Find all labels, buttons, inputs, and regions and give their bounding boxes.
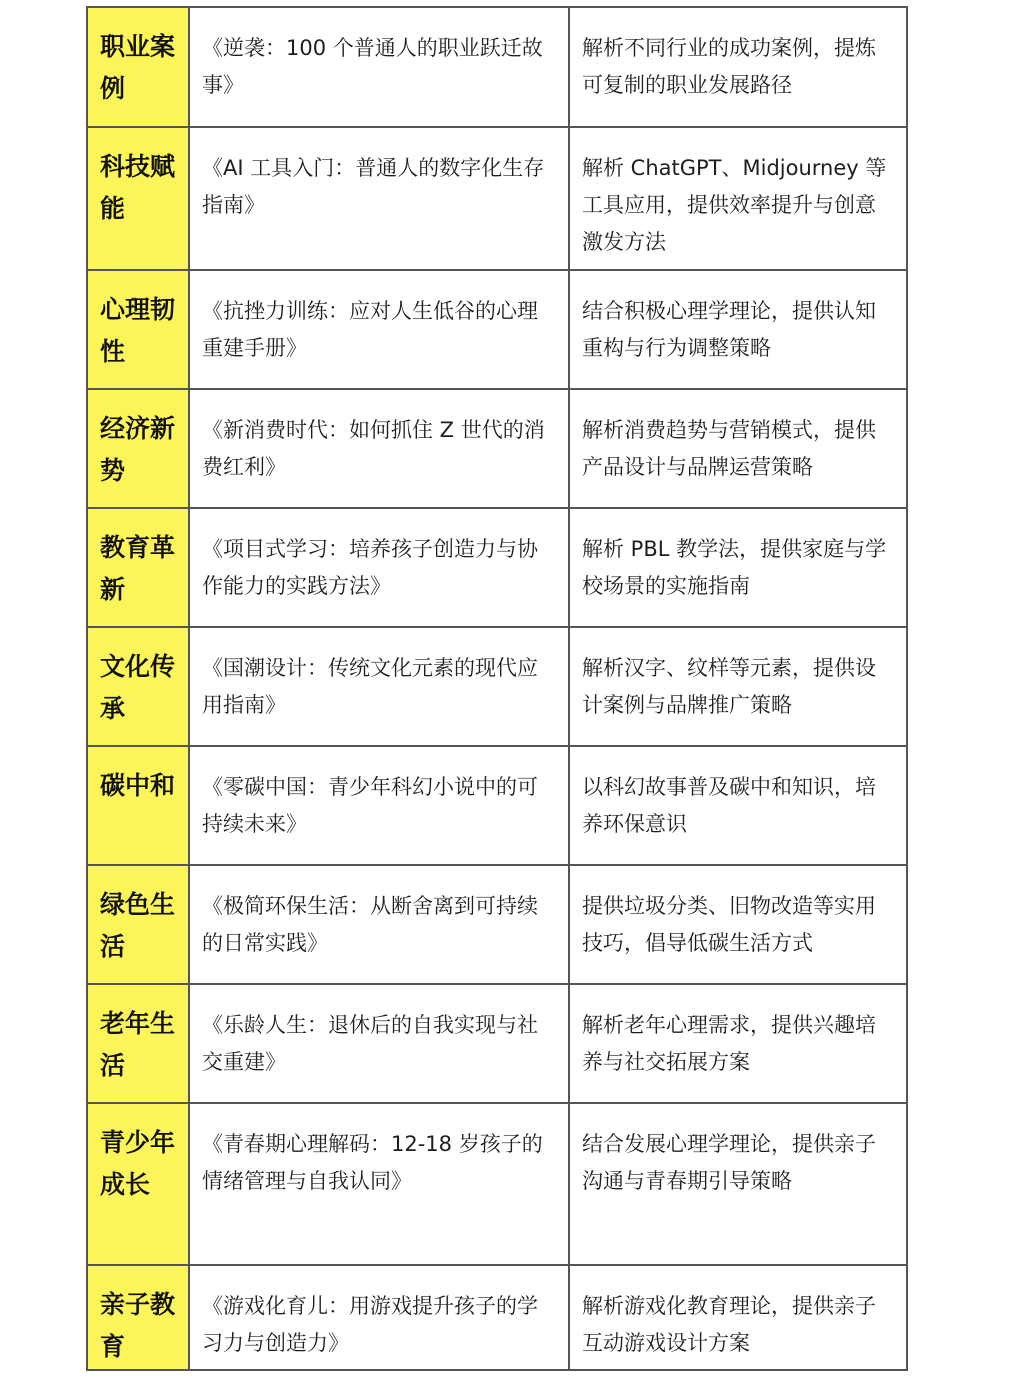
category-cell [87, 865, 189, 984]
description-cell [569, 984, 907, 1103]
category-label: 老年生活 [100, 1009, 176, 1080]
book-cell [189, 984, 569, 1103]
book-cell [189, 1265, 569, 1370]
topic-table [86, 6, 908, 1371]
book-cell [189, 127, 569, 270]
category-label: 心理韧性 [100, 295, 176, 366]
book-cell [189, 508, 569, 627]
table-row [87, 270, 907, 389]
category-label: 碳中和 [100, 771, 176, 800]
category-label: 青少年成长 [100, 1128, 176, 1199]
description-cell [569, 1103, 907, 1265]
book-title: 《零碳中国：青少年科幻小说中的可持续未来》 [202, 775, 538, 836]
description-cell [569, 1265, 907, 1370]
category-cell [87, 746, 189, 865]
table-row [87, 865, 907, 984]
book-description: 结合发展心理学理论，提供亲子沟通与青春期引导策略 [582, 1132, 876, 1193]
category-cell [87, 7, 189, 127]
book-description: 以科幻故事普及碳中和知识，培养环保意识 [582, 775, 876, 836]
book-cell [189, 270, 569, 389]
book-title: 《游戏化育儿：用游戏提升孩子的学习力与创造力》 [202, 1294, 538, 1355]
category-cell [87, 389, 189, 508]
category-cell [87, 508, 189, 627]
book-description: 结合积极心理学理论，提供认知重构与行为调整策略 [582, 299, 876, 360]
category-cell [87, 627, 189, 746]
description-cell [569, 7, 907, 127]
book-description: 解析 ChatGPT、Midjourney 等工具应用，提供效率提升与创意激发方法 [582, 156, 887, 254]
description-cell [569, 508, 907, 627]
description-cell [569, 865, 907, 984]
table-row [87, 984, 907, 1103]
category-label: 亲子教育 [100, 1290, 176, 1361]
category-label: 经济新势 [100, 414, 176, 485]
table-row [87, 508, 907, 627]
book-description: 解析消费趋势与营销模式，提供产品设计与品牌运营策略 [582, 418, 876, 479]
category-label: 文化传承 [100, 652, 176, 723]
description-cell [569, 627, 907, 746]
table-row [87, 7, 907, 127]
book-title: 《AI 工具入门：普通人的数字化生存指南》 [202, 156, 545, 217]
category-cell [87, 127, 189, 270]
category-label: 科技赋能 [100, 152, 176, 223]
book-title: 《乐龄人生：退休后的自我实现与社交重建》 [202, 1013, 538, 1074]
category-label: 教育革新 [100, 533, 176, 604]
book-description: 提供垃圾分类、旧物改造等实用技巧，倡导低碳生活方式 [582, 894, 876, 955]
book-cell [189, 627, 569, 746]
table-row [87, 1103, 907, 1265]
table-row [87, 389, 907, 508]
table-row [87, 127, 907, 270]
book-cell [189, 865, 569, 984]
category-cell [87, 1265, 189, 1370]
book-cell [189, 7, 569, 127]
book-description: 解析 PBL 教学法，提供家庭与学校场景的实施指南 [582, 537, 887, 598]
book-cell [189, 746, 569, 865]
book-title: 《极简环保生活：从断舍离到可持续的日常实践》 [202, 894, 538, 955]
description-cell [569, 389, 907, 508]
description-cell [569, 746, 907, 865]
table-row [87, 1265, 907, 1370]
book-cell [189, 1103, 569, 1265]
book-description: 解析游戏化教育理论，提供亲子互动游戏设计方案 [582, 1294, 876, 1355]
category-cell [87, 270, 189, 389]
book-description: 解析汉字、纹样等元素，提供设计案例与品牌推广策略 [582, 656, 876, 717]
category-label: 绿色生活 [100, 890, 176, 961]
book-description: 解析不同行业的成功案例，提炼可复制的职业发展路径 [582, 36, 876, 97]
book-title: 《国潮设计：传统文化元素的现代应用指南》 [202, 656, 538, 717]
book-title: 《项目式学习：培养孩子创造力与协作能力的实践方法》 [202, 537, 538, 598]
table-row [87, 746, 907, 865]
book-title: 《抗挫力训练：应对人生低谷的心理重建手册》 [202, 299, 538, 360]
book-title: 《青春期心理解码：12-18 岁孩子的情绪管理与自我认同》 [202, 1132, 543, 1193]
book-title: 《新消费时代：如何抓住 Z 世代的消费红利》 [202, 418, 545, 479]
table-row [87, 627, 907, 746]
description-cell [569, 127, 907, 270]
book-cell [189, 389, 569, 508]
description-cell [569, 270, 907, 389]
category-cell [87, 984, 189, 1103]
book-title: 《逆袭：100 个普通人的职业跃迁故事》 [202, 36, 543, 97]
category-cell [87, 1103, 189, 1265]
book-description: 解析老年心理需求，提供兴趣培养与社交拓展方案 [582, 1013, 876, 1074]
category-label: 职业案例 [100, 32, 176, 103]
